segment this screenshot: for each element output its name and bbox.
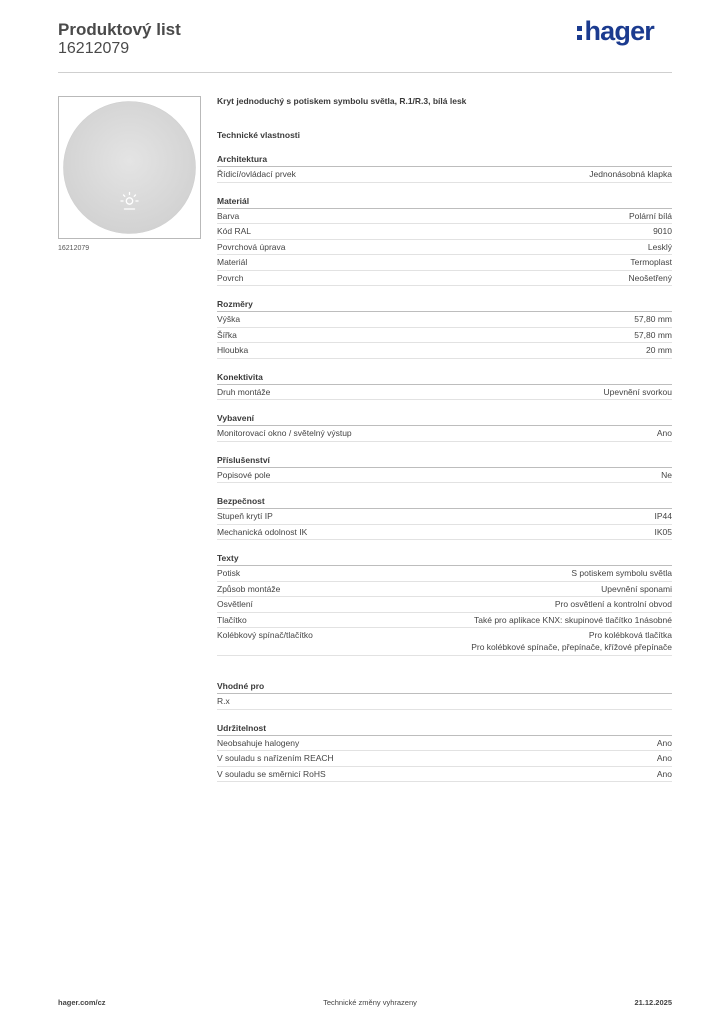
property-value: Ne (661, 469, 672, 480)
product-title: Kryt jednoduchý s potiskem symbolu světla, R.1/R.3, bílá lesk (217, 96, 467, 106)
document-number: 16212079 (58, 40, 130, 57)
product-details (217, 96, 672, 782)
section-vybaveni (217, 413, 672, 442)
property-value: IP44 (654, 511, 672, 521)
property-value: Upevnění svorkou (603, 386, 672, 397)
property-value: Jednonásobná klapka (589, 169, 672, 179)
property-value: Ano (656, 737, 672, 748)
property-row (217, 736, 672, 752)
property-row (217, 767, 672, 783)
property-row (217, 566, 672, 582)
property-row (217, 240, 672, 256)
section-vhodne-pro (217, 681, 672, 710)
property-row (217, 694, 672, 710)
image-caption: 16212079 (58, 245, 90, 252)
section-konektivita (217, 372, 672, 401)
property-value: Lesklý (647, 241, 672, 252)
property-label: Kolébkový spínač/tlačítko (217, 630, 313, 640)
property-label: Tlačítko (217, 614, 247, 625)
property-label: Hloubka (217, 345, 249, 355)
property-row (217, 628, 672, 656)
property-label: V souladu s nařízením REACH (217, 753, 334, 763)
property-value: Pro osvětlení a kontrolní obvod (554, 599, 672, 609)
property-label: Monitorovací okno / světelný výstup (217, 428, 352, 438)
section-bezpecnost (217, 496, 672, 540)
property-row (217, 328, 672, 344)
property-label: Popisové pole (217, 469, 271, 480)
document-title: Produktový list (58, 20, 181, 39)
footer-disclaimer: Technické změny vyhrazeny (323, 998, 417, 1007)
property-value-line: Pro kolébkové spínače, přepínače, křížové přepínače (471, 642, 672, 652)
property-row (217, 613, 672, 629)
document-header (58, 20, 181, 58)
property-label: Materiál (217, 257, 248, 267)
property-value: Ano (656, 753, 672, 763)
product-image (58, 96, 201, 239)
property-label: Výška (217, 314, 241, 324)
section-title: Bezpečnost (217, 496, 672, 509)
property-value: Upevnění sponami (601, 583, 672, 594)
property-row (217, 525, 672, 541)
property-value-line: Pro kolébková tlačítka (588, 630, 672, 640)
property-label: Stupeň krytí IP (217, 511, 273, 521)
property-row (217, 209, 672, 225)
property-label: R.x (217, 696, 230, 706)
property-row (217, 312, 672, 328)
property-row (217, 751, 672, 767)
section-title: Konektivita (217, 372, 672, 385)
property-label: Osvětlení (217, 599, 253, 609)
property-label: Povrchová úprava (217, 241, 286, 252)
property-row (217, 385, 672, 401)
property-label: Způsob montáže (217, 583, 281, 594)
property-value: Také pro aplikace KNX: skupinové tlačítko 1násobné (474, 614, 672, 625)
property-row (217, 224, 672, 240)
property-value: 57,80 mm (634, 314, 672, 324)
property-value: 20 mm (646, 345, 672, 355)
property-label: Šířka (217, 329, 237, 340)
logo-text: hager (584, 16, 654, 46)
section-title: Vybavení (217, 413, 672, 426)
page-footer (58, 998, 672, 1007)
property-value: S potiskem symbolu světla (571, 568, 672, 578)
property-label: Neobsahuje halogeny (217, 737, 300, 748)
property-row (217, 468, 672, 484)
property-label: V souladu se směrnicí RoHS (217, 768, 326, 779)
section-architektura (217, 154, 672, 183)
property-value: Termoplast (630, 257, 672, 267)
property-value: 9010 (653, 226, 672, 236)
property-row (217, 597, 672, 613)
section-texty (217, 553, 672, 656)
section-title: Udržitelnost (217, 723, 672, 736)
property-row (217, 509, 672, 525)
property-label: Povrch (217, 272, 244, 283)
section-title: Architektura (217, 154, 672, 167)
property-label: Potisk (217, 568, 241, 578)
section-title: Příslušenství (217, 455, 672, 468)
property-value: Neošetřený (628, 272, 672, 283)
property-row (217, 255, 672, 271)
section-material (217, 196, 672, 287)
header-divider (58, 72, 672, 73)
section-title: Vhodné pro (217, 681, 672, 694)
footer-website-link[interactable]: hager.com/cz (58, 998, 106, 1007)
section-prislusenstvi (217, 455, 672, 484)
property-row (217, 271, 672, 287)
section-title: Rozměry (217, 299, 672, 312)
property-row (217, 582, 672, 598)
property-label: Mechanická odolnost IK (217, 526, 308, 537)
property-row (217, 167, 672, 183)
section-udrzitelnost (217, 723, 672, 783)
property-row (217, 343, 672, 359)
footer-date: 21.12.2025 (634, 998, 672, 1007)
property-label: Druh montáže (217, 386, 271, 397)
property-value: Ano (656, 768, 672, 779)
property-value: Ano (656, 428, 672, 438)
section-title: Texty (217, 553, 672, 566)
section-title: Materiál (217, 196, 672, 209)
property-row (217, 426, 672, 442)
property-label: Barva (217, 210, 240, 221)
technical-properties-title: Technické vlastnosti (217, 130, 300, 140)
section-rozmery (217, 299, 672, 359)
property-value: 57,80 mm (634, 329, 672, 340)
property-label: Kód RAL (217, 226, 252, 236)
property-label: Řídicí/ovládací prvek (217, 169, 296, 179)
property-value: IK05 (654, 526, 672, 537)
property-value (471, 629, 672, 653)
logo-colon-mark (577, 26, 582, 40)
hager-logo (577, 17, 654, 45)
property-value: Polární bílá (629, 210, 672, 221)
